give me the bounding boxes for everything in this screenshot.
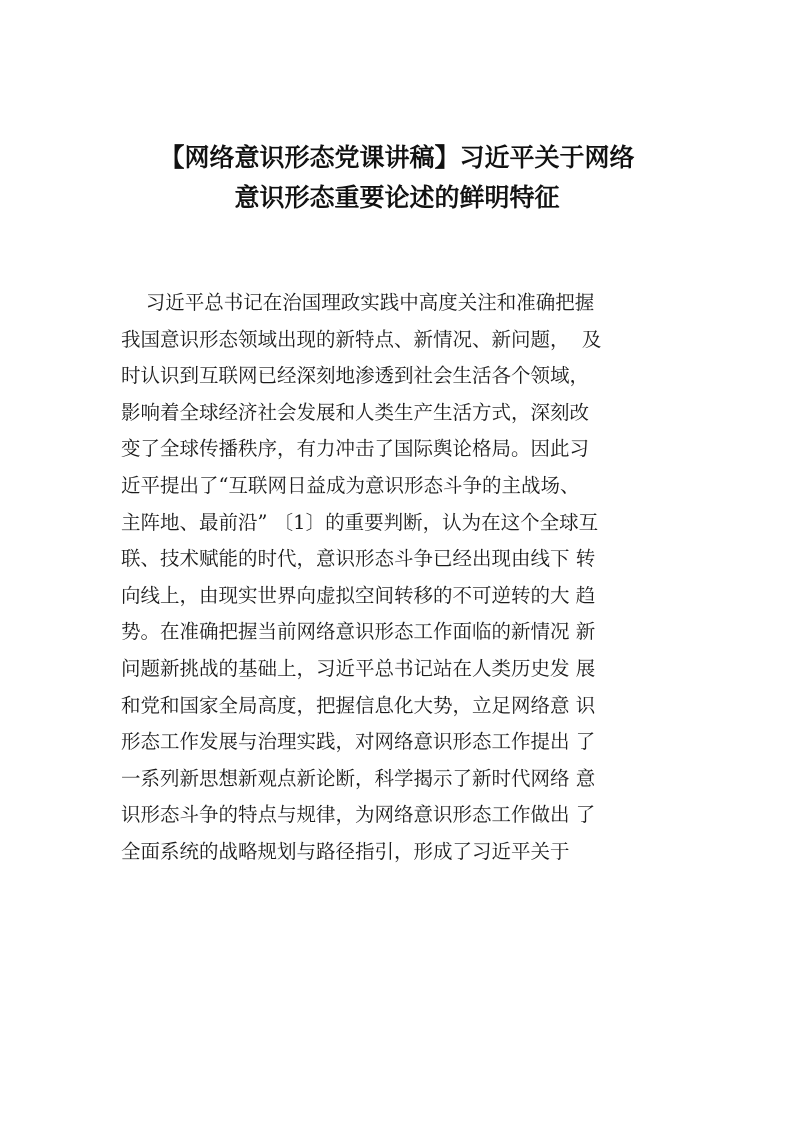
title-line: 意识形态重要论述的鲜明特征 xyxy=(234,183,560,212)
body-line: 和党和国家全局高度，把握信息化大势，立足网络意 识 xyxy=(121,693,596,717)
body-line: 变了全球传播秩序，有力冲击了国际舆论格局。因此习 xyxy=(121,437,590,461)
body-line: 一系列新思想新观点新论断，科学揭示了新时代网络 意 xyxy=(121,766,596,790)
body-line: 习近平总书记在治国理政实践中高度关注和准确把握 xyxy=(121,291,595,314)
body-line: 我国意识形态领域出现的新特点、新情况、新问题， 及 xyxy=(121,327,602,351)
body-line: 识形态斗争的特点与规律，为网络意识形态工作做出 了 xyxy=(121,803,596,827)
body-line: 向线上，由现实世界向虚拟空间转移的不可逆转的大 趋 xyxy=(121,583,596,607)
body-line: 势。在准确把握当前网络意识形态工作面临的新情况 新 xyxy=(121,620,596,644)
body-line: 形态工作发展与治理实践，对网络意识形态工作提出 了 xyxy=(121,730,596,754)
body-line: 主阵地、最前沿” 〔1〕的重要判断，认为在这个全球互 xyxy=(121,510,599,534)
body-line: 联、技术赋能的时代，意识形态斗争已经出现由线下 转 xyxy=(121,547,596,571)
document-title xyxy=(90,138,704,218)
body-line: 全面系统的战略规划与路径指引，形成了习近平关于 xyxy=(121,839,570,863)
body-paragraph xyxy=(121,285,701,871)
body-line: 时认识到互联网已经深刻地渗透到社会生活各个领域， xyxy=(121,364,590,388)
body-line: 近平提出了“互联网日益成为意识形态斗争的主战场、 xyxy=(121,473,580,497)
title-line: 【网络意识形态党课讲稿】习近平关于网络 xyxy=(159,143,635,172)
body-line: 影响着全球经济社会发展和人类生产生活方式，深刻改 xyxy=(121,400,590,424)
body-line: 问题新挑战的基础上，习近平总书记站在人类历史发 展 xyxy=(121,656,596,680)
